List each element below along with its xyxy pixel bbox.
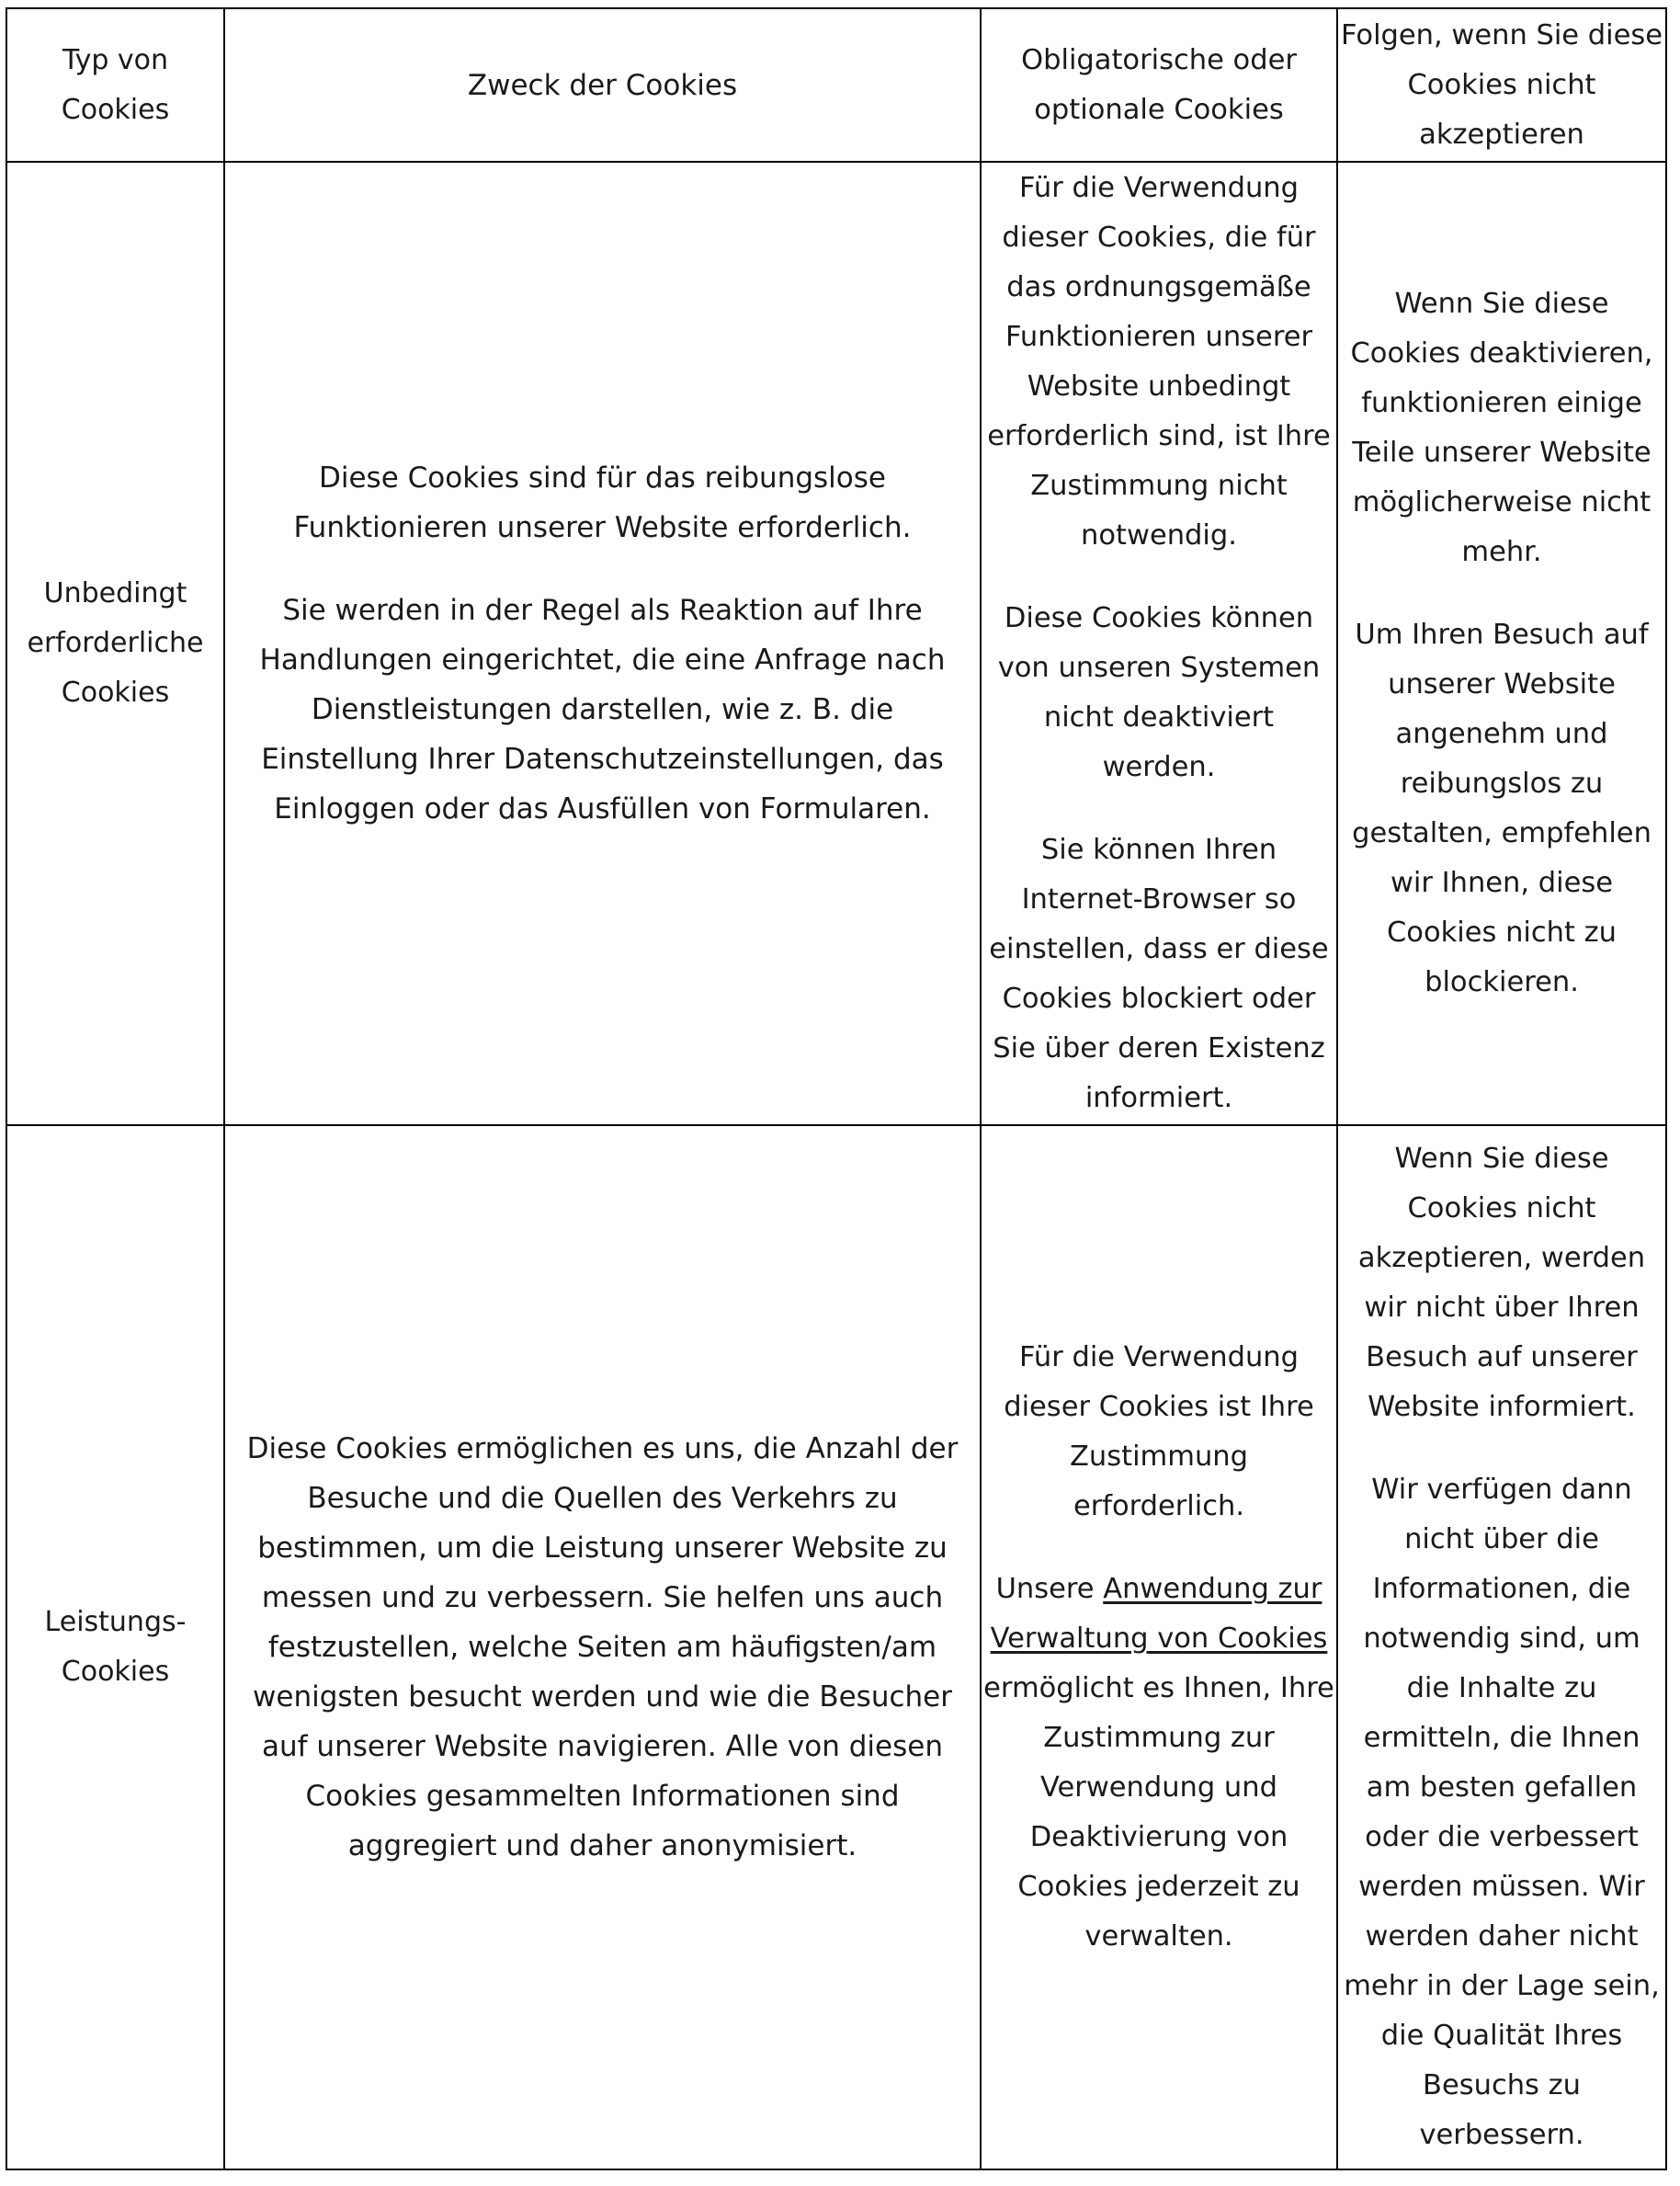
table-row [6, 1125, 1666, 2169]
consequences-paragraph: Wenn Sie diese Cookies deaktivieren, funktionieren einige Teile unserer Website möglicherweise nicht mehr. [1350, 288, 1653, 568]
cookie-table [6, 7, 1667, 2170]
table-header-row [6, 8, 1666, 162]
consequences-performance [1337, 1125, 1666, 2169]
header-purpose: Zweck der Cookies [224, 8, 981, 162]
mandatory-paragraph: Diese Cookies können von unseren Systemen nicht deaktiviert werden. [997, 602, 1321, 783]
consequences-paragraph: Um Ihren Besuch auf unserer Website angenehm und reibungslos zu gestalten, empfehlen wir Ihnen, diese Cookies nicht zu blockieren. [1352, 619, 1652, 998]
cookie-type-performance: Leistungs-Cookies [6, 1125, 224, 2169]
purpose-paragraph: Diese Cookies ermöglichen es uns, die Anzahl der Besuche und die Quellen des Verkehrs zu bestimmen, um die Leistung unserer Website zu messen und zu verbessern. Sie helfen uns auch festzustellen, welche Seiten am häufigsten/am wenigsten besucht werden und wie die Besucher auf unserer Website navigieren. Alle von diesen Cookies gesammelten Informationen sind aggregiert und daher anonymisiert. [246, 1432, 959, 1862]
purpose-paragraph: Sie werden in der Regel als Reaktion auf Ihre Handlungen eingerichtet, die eine Anfrage nach Dienstleistungen darstellen, wie z. B. die Einstellung Ihrer Datenschutzeinstellungen, das Einloggen oder das Ausfüllen von Formularen. [259, 594, 946, 825]
mandatory-paragraph-link [983, 1565, 1334, 1962]
consequences-paragraph: Wenn Sie diese Cookies nicht akzeptieren, werden wir nicht über Ihren Besuch auf unserer Website informiert. [1357, 1143, 1646, 1423]
table-row [6, 162, 1666, 1125]
mandatory-strictly-necessary [981, 162, 1337, 1125]
mandatory-paragraph: Sie können Ihren Internet-Browser so einstellen, dass er diese Cookies blockiert oder Sie über deren Existenz informiert. [989, 834, 1329, 1114]
mandatory-paragraph: Für die Verwendung dieser Cookies ist Ihre Zustimmung erforderlich. [1004, 1341, 1314, 1522]
mandatory-paragraph: Für die Verwendung dieser Cookies, die für das ordnungsgemäße Funktionieren unserer Website unbedingt erforderlich sind, ist Ihre Zustimmung nicht notwendig. [987, 172, 1331, 552]
consequences-strictly-necessary [1337, 162, 1666, 1125]
purpose-strictly-necessary [224, 162, 981, 1125]
cookie-type-strictly-necessary: Unbedingt erforderliche Cookies [6, 162, 224, 1125]
header-type: Typ von Cookies [6, 8, 224, 162]
purpose-performance [224, 1125, 981, 2169]
header-mandatory: Obligatorische oder optionale Cookies [981, 8, 1337, 162]
header-consequences: Folgen, wenn Sie diese Cookies nicht akzeptieren [1337, 8, 1666, 162]
mandatory-performance [981, 1125, 1337, 2169]
mandatory-link-intro: Unsere [995, 1573, 1095, 1605]
mandatory-link-outro: ermöglicht es Ihnen, Ihre Zustimmung zur Verwendung und Deaktivierung von Cookies jederzeit zu verwalten. [983, 1672, 1334, 1953]
purpose-paragraph: Diese Cookies sind für das reibungslose Funktionieren unserer Website erforderlich. [293, 461, 912, 544]
consequences-paragraph: Wir verfügen dann nicht über die Informationen, die notwendig sind, um die Inhalte zu ermitteln, die Ihnen am besten gefallen oder die verbessert werden müssen. Wir werden daher nicht mehr in der Lage sein, die Qualität Ihres Besuchs zu verbessern. [1344, 1474, 1660, 2151]
cookie-management-link[interactable]: Anwendung zur Verwaltung von Cookies [990, 1573, 1328, 1655]
